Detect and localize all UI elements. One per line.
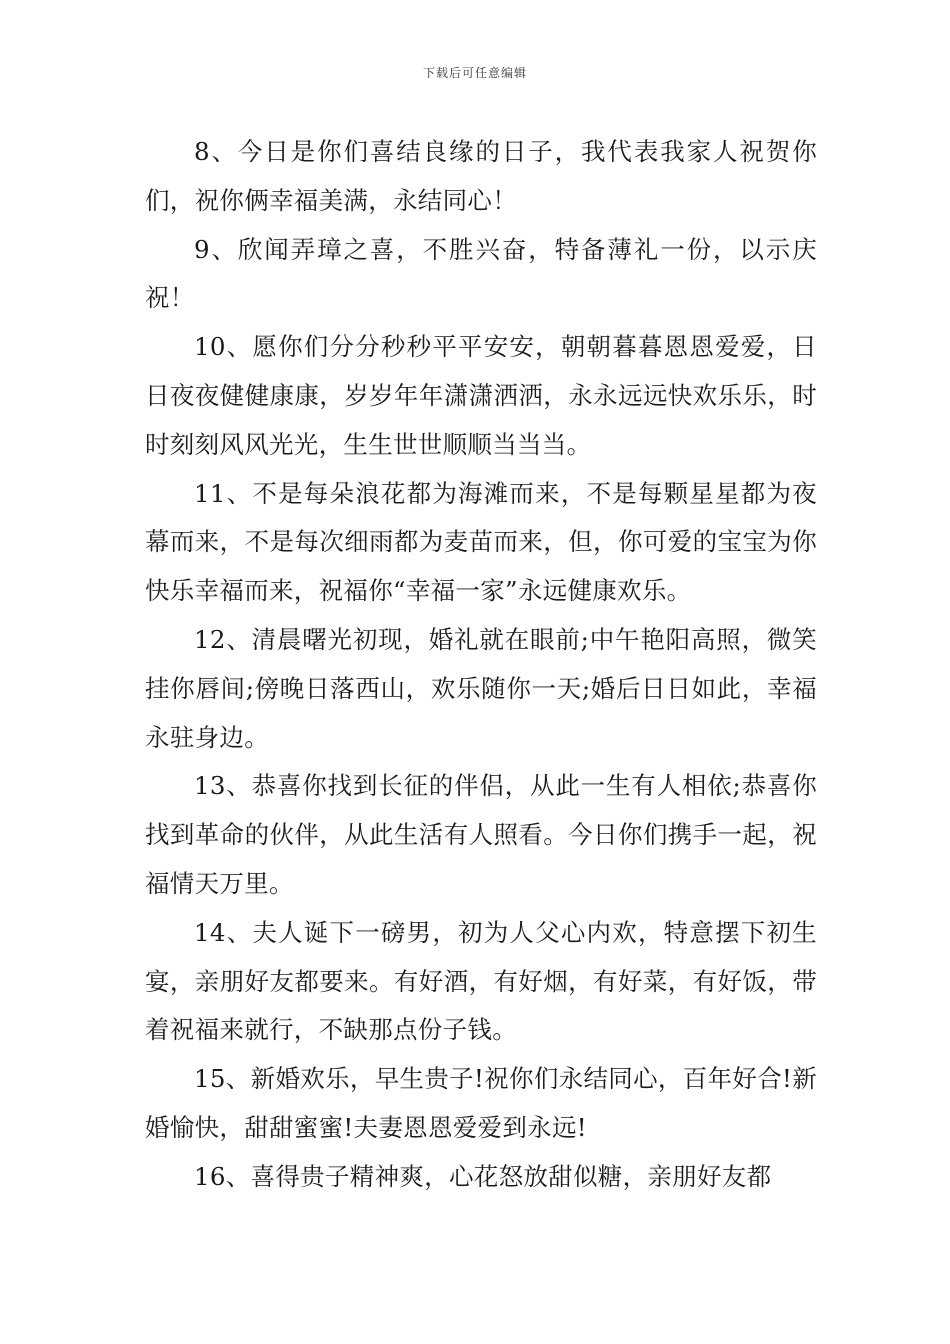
paragraph-10: 10、愿你们分分秒秒平平安安，朝朝暮暮恩恩爱爱，日日夜夜健健康康，岁岁年年潇潇洒洒，永永远远快欢乐乐，时时刻刻风风光光，生生世世顺顺当当当。 xyxy=(145,332,817,459)
paragraph-14: 14、夫人诞下一磅男，初为人父心内欢，特意摆下初生宴，亲朋好友都要来。有好酒，有好烟，有好菜，有好饭，带着祝福来就行，不缺那点份子钱。 xyxy=(145,917,817,1045)
paragraph-16: 16、喜得贵子精神爽，心花怒放甜似糖，亲朋好友都 xyxy=(194,1161,772,1191)
paragraph-11: 11、不是每朵浪花都为海滩而来，不是每颗星星都为夜幕而来，不是每次细雨都为麦苗而来，但，你可爱的宝宝为你快乐幸福而来，祝福你“幸福一家”永远健康欢乐。 xyxy=(145,478,817,606)
paragraph-15: 15、新婚欢乐，早生贵子!祝你们永结同心，百年好合!新婚愉快，甜甜蜜蜜!夫妻恩恩爱爱到永远! xyxy=(145,1064,817,1142)
paragraph-13: 13、恭喜你找到长征的伴侣，从此一生有人相依;恭喜你找到革命的伙伴，从此生活有人照看。今日你们携手一起，祝福情天万里。 xyxy=(145,771,817,898)
paragraph-9: 9、欣闻弄璋之喜，不胜兴奋，特备薄礼一份，以示庆祝！ xyxy=(145,234,817,313)
paragraph-8: 8、今日是你们喜结良缘的日子，我代表我家人祝贺你们，祝你俩幸福美满，永结同心！ xyxy=(145,137,817,215)
page-header: 下载后可任意编辑 xyxy=(422,66,527,80)
paragraph-12: 12、清晨曙光初现，婚礼就在眼前;中午艳阳高照，微笑挂你唇间;傍晚日落西山，欢乐随你一天;婚后日日如此，幸福永驻身边。 xyxy=(145,624,817,752)
document-body xyxy=(145,128,817,1202)
